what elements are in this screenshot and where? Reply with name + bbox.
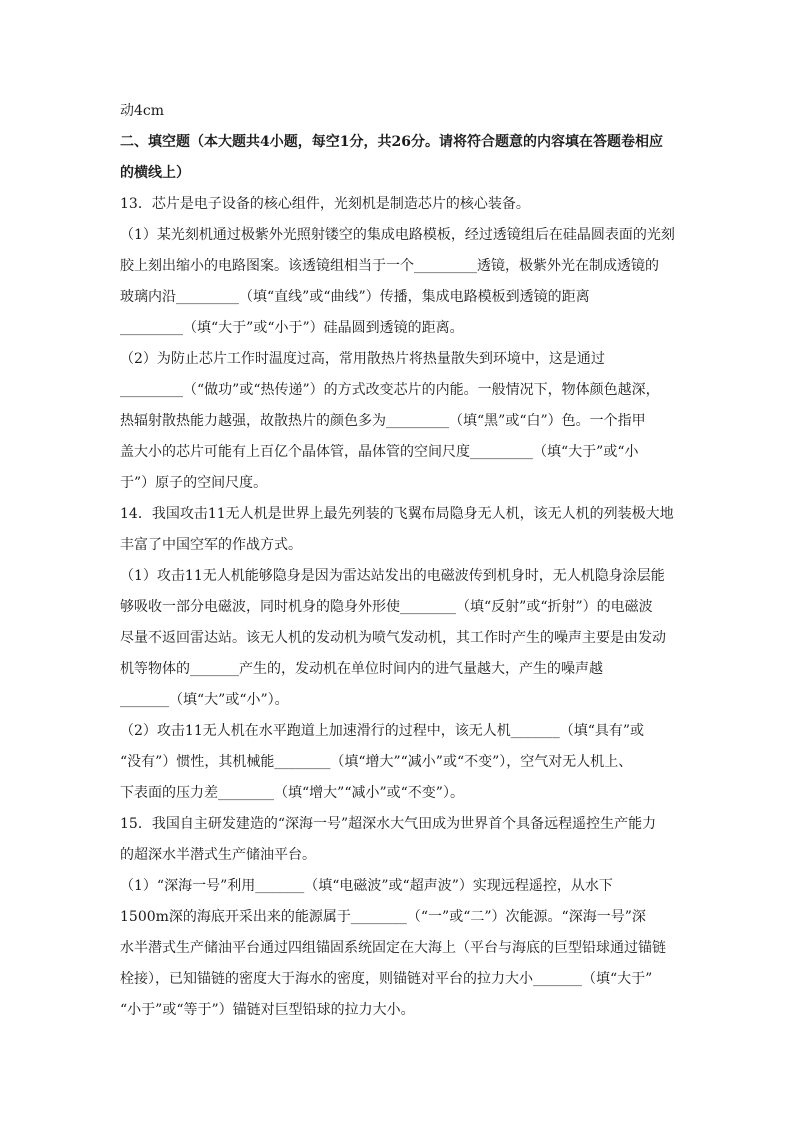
text-line: 热辐射散热能力越强，故散热片的颜色多为_________（填“黑”或“白”）色。一个指甲 [120, 413, 646, 429]
text-line: “没有”）惯性，其机械能________（填“增大”“减小”或“不变”），空气对无人机上、 [120, 754, 633, 770]
text-line: 胶上刻出缩小的电路图案。该透镜组相当于一个_________透镜，极紫外光在制成透镜的 [120, 258, 659, 274]
text-line: （1）攻击11无人机能够隐身是因为雷达站发出的电磁波传到机身时，无人机隐身涂层能 [120, 568, 665, 584]
text-line: （2）为防止芯片工作时温度过高，常用散热片将热量散失到环境中，这是通过 [120, 351, 605, 367]
text-line: （1）某光刻机通过极紫外光照射镂空的集成电路模板，经过透镜组后在硅晶圆表面的光刻 [120, 227, 675, 243]
text-line: 够吸收一部分电磁波，同时机身的隐身外形使________（填“反射”或“折射”）的电磁波 [120, 599, 653, 615]
text-line: 下表面的压力差________（填“增大”“减小”或“不变”）。 [120, 785, 464, 801]
section-heading-cont: 的横线上） [120, 165, 190, 181]
text-line: 玻璃内沿_________（填“直线”或“曲线”）传播，集成电路模板到透镜的距离 [120, 289, 590, 305]
question-15-stem: 15．我国自主研发建造的“深海一号”超深水大气田成为世界首个具备远程遥控生产能力 [120, 816, 657, 832]
section-heading: 二、填空题（本大题共4小题，每空1分，共26分。请将符合题意的内容填在答题卷相应 [120, 134, 663, 150]
text-line: 丰富了中国空军的作战方式。 [120, 537, 302, 553]
text-line: _________（填“大于”或“小于”）硅晶圆到透镜的距离。 [120, 320, 464, 336]
text-line: （1）“深海一号”利用_______（填“电磁波”或“超声波”）实现远程遥控，从水下 [120, 878, 613, 894]
question-14-stem: 14．我国攻击11无人机是世界上最先列装的飞翼布局隐身无人机，该无人机的列装极大地 [120, 506, 674, 522]
text-line: 动4cm [120, 103, 165, 119]
text-line: 盖大小的芯片可能有上百亿个晶体管，晶体管的空间尺度_________（填“大于”或“小 [120, 444, 639, 460]
text-line: 栓接），已知锚链的密度大于海水的密度，则锚链对平台的拉力大小_______（填“大于” [120, 971, 653, 987]
text-line: _______（填“大”或“小”）。 [120, 692, 289, 708]
text-line: （2）攻击11无人机在水平跑道上加速滑行的过程中，该无人机_______（填“具有”或 [120, 723, 645, 739]
text-line: 机等物体的_______产生的，发动机在单位时间内的进气量越大，产生的噪声越 [120, 661, 603, 677]
text-line: 于”）原子的空间尺度。 [120, 475, 268, 491]
text-line: _________（“做功”或“热传递”）的方式改变芯片的内能。一般情况下，物体颜色越深， [120, 382, 660, 398]
text-line: “小于”或“等于”）锚链对巨型铅球的拉力大小。 [120, 1002, 415, 1018]
text-line: 的超深水半潜式生产储油平台。 [120, 847, 316, 863]
question-13-stem: 13．芯片是电子设备的核心组件，光刻机是制造芯片的核心装备。 [120, 196, 530, 212]
document-page [120, 96, 680, 1026]
text-line: 尽量不返回雷达站。该无人机的发动机为喷气发动机，其工作时产生的噪声主要是由发动 [120, 630, 666, 646]
text-line: 1500m深的海底开采出来的能源属于________（“一”或“二”）次能源。“深海一号”深 [120, 909, 646, 925]
text-line: 水半潜式生产储油平台通过四组锚固系统固定在大海上（平台与海底的巨型铅球通过锚链 [120, 940, 666, 956]
